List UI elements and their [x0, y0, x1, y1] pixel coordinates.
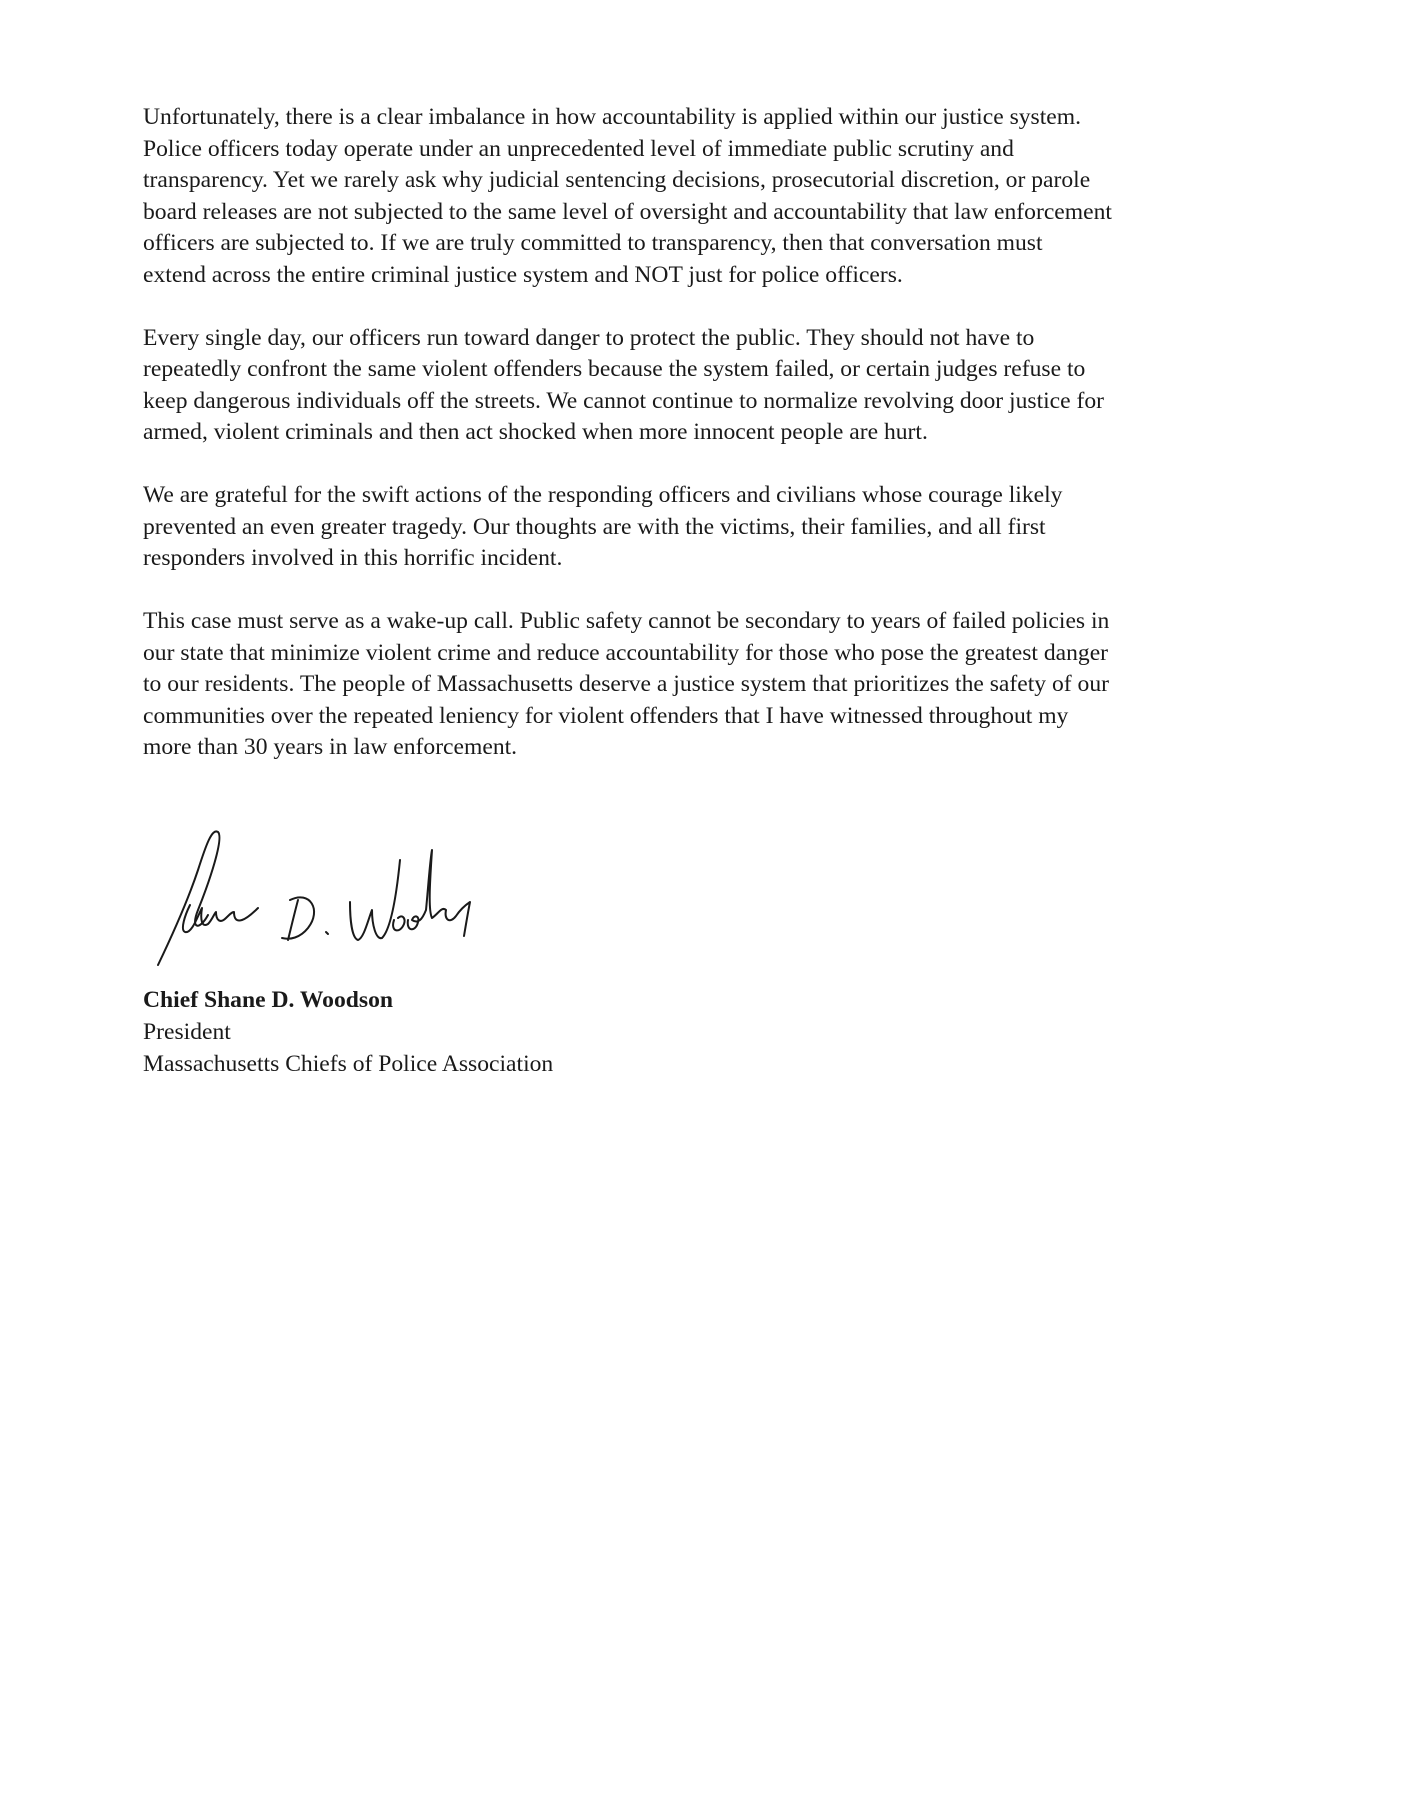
signer-title: President: [143, 1019, 231, 1045]
signer-organization: Massachusetts Chiefs of Police Association: [143, 1051, 554, 1077]
paragraph-officers-danger: Every single day, our officers run toward danger to protect the public. They should not have to repeatedly confront the same violent offenders because the system failed, or certain judges refuse to keep dangerous individuals off the streets. We cannot continue to normalize revolving door justice for armed, violent criminals and then act shocked when more innocent people are hurt.: [143, 324, 1105, 445]
paragraph-wake-up-call: This case must serve as a wake-up call. Public safety cannot be secondary to years of failed policies in our state that minimize violent crime and reduce accountability for those who pose the greatest danger to our residents. The people of Massachusetts deserve a justice system that prioritizes the safety of our communities over the repeated leniency for violent offenders that I have witnessed throughout my more than 30 years in law enforcement.: [143, 608, 1110, 760]
signer-name: Chief Shane D. Woodson: [143, 987, 393, 1013]
paragraph-accountability: Unfortunately, there is a clear imbalance in how accountability is applied within our justice system. Police officers today operate under an unprecedented level of immediate public scrutiny and transparency. Yet we rarely ask why judicial sentencing decisions, prosecutorial discretion, or parole board releases are not subjected to the same level of oversight and accountability that law enforcement officers are subjected to. If we are truly committed to transparency, then that conversation must extend across the entire criminal justice system and NOT just for police officers.: [143, 104, 1112, 288]
handwritten-signature: [150, 820, 500, 970]
paragraph-gratitude: We are grateful for the swift actions of the responding officers and civilians whose courage likely prevented an even greater tragedy. Our thoughts are with the victims, their families, and all first responders involved in this horrific incident.: [143, 482, 1063, 571]
letter-body: [143, 102, 1283, 795]
signature-block: [143, 984, 553, 1080]
